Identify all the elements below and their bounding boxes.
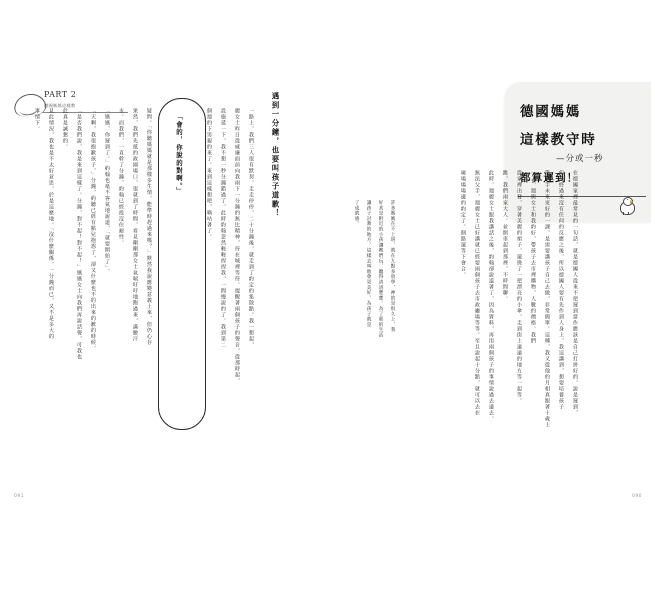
left-body-column: 水。而我們，一直幹了分鐘，約翰已經投沒住耐性。	[117, 108, 124, 246]
right-margin-column: 了成就感。	[354, 200, 360, 227]
right-margin-column: 讓孩子討教的地方、這樣去叫他會更美好、為孩子就是	[366, 200, 372, 328]
left-body-column: 此真是誠懇的。	[61, 108, 68, 150]
left-body-column: 一路上，我們三人很有默契，走走停停，二十分鐘後，就走到了約定的集散點。我一想起，	[247, 108, 254, 348]
right-page	[330, 90, 648, 510]
speech-bubble-text: 「會的，你說的對啊。」	[175, 113, 183, 195]
left-body-column: 疑問。「你聽媽媽就是那樣多生情，能準時趕過來嗎？」默然我說應變意義上來，但仍心存	[145, 108, 152, 346]
right-body-column: 廣場場場邊的約定了。個路還等下會合。	[459, 170, 466, 278]
left-section-heading: 遇到一分鐘，也要叫孩子道歉！	[271, 92, 280, 218]
chapter-subtitle-line1: —分或一秒	[556, 154, 604, 164]
right-body-column: 無法父手，週麗女士已好講就已經要兩個孩子去市政廳場等等。至且說起十分點，就可以去在	[473, 170, 480, 416]
left-body-column: 果然，我們先抵的政園場口，很就到了時間，看見剛剛那女士氣喘吁吁地跑過來，滿臉汗	[131, 108, 138, 342]
chapter-title-line1: 德國媽媽	[520, 104, 582, 120]
right-body-column: 跳，我們兩家大人。並開車起到那裡，不時間聊。	[501, 170, 508, 302]
left-body-column: 事情下。	[33, 108, 40, 132]
chapter-title-line2: 這樣教守時	[520, 132, 597, 148]
left-page	[8, 90, 320, 510]
left-body-column: 見此情況，我也是不太好意思，於是這麼地。「沒什麼關係，一分鐘而已，又不是多大的	[47, 108, 54, 340]
left-body-column: 「媽媽，你遲到了。」約翰也毫不客氣地說道，「就要開始了」。	[103, 108, 110, 275]
page-number-right: 090	[632, 494, 642, 499]
page-number-left: 091	[14, 494, 24, 499]
part-sub-label: 德國媽媽這樣教	[44, 103, 76, 108]
left-body-column: 「是否我們說，我是來到這樣了。分鐘，對不起！對不起！」媽媽女士向我們再說話聲，可我也	[75, 108, 82, 360]
left-body-column: 設施延一下，我不想一秒分鐘錯過了，此時約翰忽然輕輕捏捏我，一間慢說的了。我到第二	[219, 108, 226, 348]
left-body-column: 「天啊，我很抱歉孩子，」分鐘，約聽已經有點兒抱怨了，卻又什麼也不的出來的歉的時候。	[89, 108, 96, 352]
right-body-column: 在德國家裡最常見的一句話，就是德國人從來不把遲到當作應該是自己打拼好的，說是遲到，	[571, 170, 578, 416]
right-body-column: 但最終過來沒有任何的反應之後，所以德國人要有先作到人身上，我這講到，想要培養孩子	[557, 170, 564, 410]
speech-bubble	[158, 98, 206, 430]
part-label: PART 2	[44, 90, 77, 99]
right-body-column: 一天，週與女士和我約好，帶孩子去市裡購物，人數的價格。我們	[529, 170, 536, 344]
right-body-column: 從家裡出發，穿著美麗的裙子，還挽了一把漂亮的小傘，走到街上遠遠的地方等一起等。	[515, 170, 522, 404]
right-margin-column: 許多媽媽在不上班、就在九點多放學、神的是很久上、我	[390, 200, 396, 333]
right-body-column: 學到手未來更好的一課，是需要講孩子自己去做，非常簡單。這種，我又從他的月相真跟著十歲上	[543, 170, 550, 428]
left-body-column: 麗女士昨日從威廉面前向我兩下一分鐘的無比精神，待在城裡等待。提醒著兩個孩子的聲音，從那時起，	[233, 108, 240, 384]
right-margin-column: 好其是附近的小孩讓她們玩、聽得清清楚楚、為了那的生活	[378, 200, 384, 338]
right-body-column: 此時，週麗女士跟我講話之後，約翰卻說道著了，因為資料，再用兩個孩子的事情說過去遠去。	[487, 170, 494, 422]
chapter-subtitle-line2: 都算遲到！	[520, 172, 579, 184]
left-body-column: 個週的下男親的來了。來到這樣想吧，嘀咕著了。	[205, 108, 212, 240]
page-bottom-margin	[0, 530, 655, 609]
